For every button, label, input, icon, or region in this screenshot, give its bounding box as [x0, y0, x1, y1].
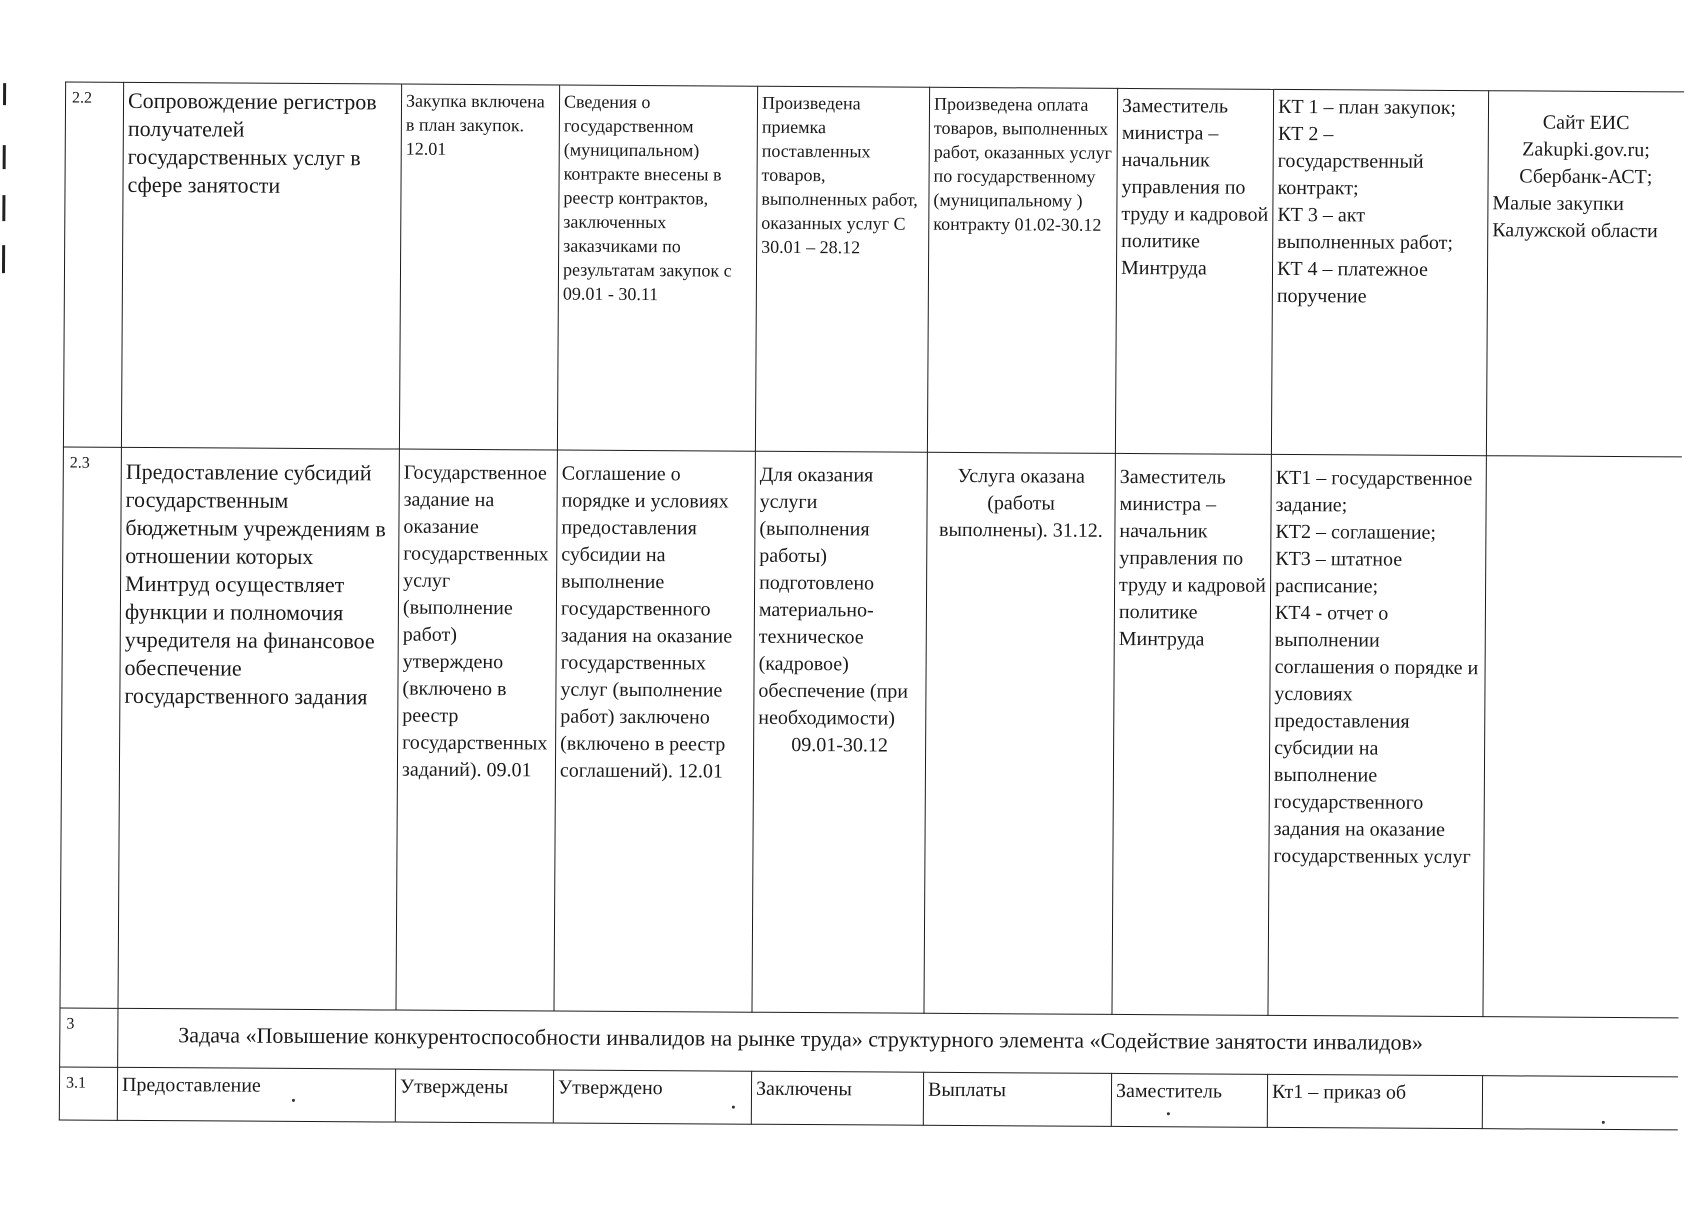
event-name-cell: Предоставление: [117, 1067, 395, 1122]
row-number: 2.2: [63, 82, 123, 447]
documents-cell: КТ1 – государственное задание; КТ2 – соглашение; КТ3 – штатное расписание; КТ4 - отчет о выполнении соглашения о порядке и условиях предоставления субсидии на выполнение государственного задания на оказание государственных услуг: [1268, 454, 1486, 1016]
control-point-3-cell: [752, 451, 927, 1013]
control-point-1-cell: Утверждены: [395, 1069, 553, 1123]
system-small-purchases-text: Малые закупки Калужской области: [1492, 192, 1658, 243]
row-number: 3.1: [59, 1067, 117, 1120]
control-point-4-cell: Выплаты: [923, 1072, 1111, 1126]
responsible-cell: Заместитель министра – начальник управления по труду и кадровой политике Минтруда: [1112, 453, 1271, 1015]
scan-edge-mark: [2, 195, 5, 221]
control-point-2-cell: Сведения о государственном (муниципальном) контракте внесены в реестр контрактов, заключенных заказчиками по результатам закупок с 09.01 - 30.11: [557, 85, 757, 451]
control-point-3-date: 09.01-30.12: [791, 733, 889, 757]
information-system-cell: [1483, 456, 1681, 1018]
system-site-text: Сайт ЕИС Zakupki.gov.ru; Сбербанк-АСТ;: [1519, 111, 1653, 189]
task-row-3: [60, 1008, 1678, 1077]
event-name-cell: Сопровождение регистров получателей государственных услуг в сфере занятости: [121, 82, 401, 449]
control-point-4-cell: Произведена оплата товаров, выполненных работ, оказанных услуг по государственному (муниципальному ) контракту 01.02-30.12: [927, 87, 1117, 453]
table-row-2-3: [60, 447, 1681, 1018]
event-name-cell: Предоставление субсидий государственным бюджетным учреждениям в отношении которых Минтруд осуществляет функции и полномочия учредителя на финансовое обеспечение государственного задания: [118, 447, 399, 1010]
plan-table: [59, 82, 1684, 1131]
control-point-4-cell: Услуга оказана (работы выполнены). 31.12.: [924, 452, 1115, 1014]
information-system-cell: [1482, 1076, 1677, 1130]
scan-edge-mark: [3, 145, 6, 169]
documents-cell: КТ 1 – план закупок; КТ 2 – государственный контракт; КТ 3 – акт выполненных работ; КТ 4 – платежное поручение: [1271, 89, 1488, 455]
information-system-cell: [1486, 91, 1683, 457]
scan-edge-mark: [2, 245, 5, 273]
control-point-1-cell: Государственное задание на оказание государственных услуг (выполнение работ) утверждено (включено в реестр государственных заданий). 09.01: [396, 449, 557, 1011]
scan-speck: [732, 1106, 735, 1109]
scan-edge-mark: [3, 83, 6, 105]
scan-speck: [292, 1099, 295, 1102]
scan-speck: [1167, 1112, 1170, 1115]
control-point-3-cell: Заключены: [751, 1071, 923, 1125]
control-point-2-cell: Соглашение о порядке и условиях предоставления субсидии на выполнение государственного задания на оказание государственных услуг (выполнение работ) заключено (включено в реестр соглашений). 12.01: [554, 450, 755, 1012]
row-number: 3: [60, 1008, 118, 1067]
table-row-2-2: [63, 82, 1683, 457]
control-point-2-cell: Утверждено: [553, 1070, 751, 1124]
task-title: Задача «Повышение конкурентоспособности инвалидов на рынке труда» структурного элемента «Содействие занятости инвалидов»: [118, 1008, 1678, 1077]
table-row-3-1: [59, 1067, 1677, 1130]
documents-cell: Кт1 – приказ об: [1267, 1074, 1482, 1128]
scan-speck: [1602, 1121, 1605, 1124]
row-number: 2.3: [60, 447, 121, 1008]
responsible-cell: Заместитель: [1111, 1073, 1267, 1127]
control-point-1-cell: Закупка включена в план закупок. 12.01: [399, 84, 559, 450]
control-point-3-cell: Произведена приемка поставленных товаров, выполненных работ, оказанных услуг С 30.01 – 28.12: [755, 86, 929, 452]
responsible-cell: Заместитель министра – начальник управления по труду и кадровой политике Минтруда: [1115, 88, 1273, 454]
control-point-3-text: Для оказания услуги (выполнения работы) подготовлено материально-техническое (кадровое) обеспечение (при необходимости): [758, 463, 909, 730]
